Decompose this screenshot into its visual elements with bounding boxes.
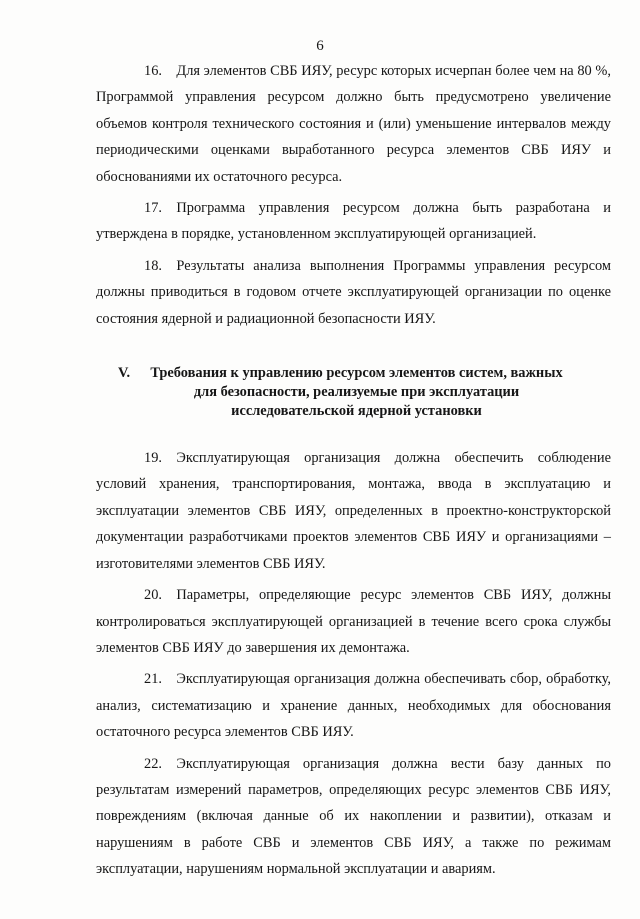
paragraph-18: 18. Результаты анализа выполнения Программы управления ресурсом должны приводиться в годовом отчете эксплуатирующей организации по оценке состояния ядерной и радиационной безопасности ИЯУ. (96, 257, 611, 327)
paragraph-17: 17. Программа управления ресурсом должна быть разработана и утверждена в порядке, установленном эксплуатирующей организацией. (96, 200, 611, 243)
paragraph-19: 19. Эксплуатирующая организация должна обеспечить соблюдение условий хранения, транспортирования, монтажа, ввода в эксплуатацию и эксплуатации элементов СВБ ИЯУ, определенных в проектно-конструкторской документации разработчиками проектов элементов СВБ ИЯУ и организациями – изготовителями элементов СВБ ИЯУ. (96, 450, 611, 572)
paragraph-21: 21. Эксплуатирующая организация должна обеспечивать сбор, обработку, анализ, систематизацию и хранение данных, необходимых для обоснования остаточного ресурса элементов СВБ ИЯУ. (96, 671, 611, 741)
page-number: 6 (316, 38, 324, 54)
section-title-line: Требования к управлению ресурсом элементов систем, важных (150, 365, 563, 382)
document-body (96, 58, 611, 883)
section-title (96, 364, 611, 421)
paragraph-16: 16. Для элементов СВБ ИЯУ, ресурс которых исчерпан более чем на 80 %, Программой управления ресурсом должно быть предусмотрено увеличение объемов контроля технического состояния и (или) уменьшение интервалов между периодическими оценками выработанного ресурса элементов СВБ ИЯУ и обоснованиями их остаточного ресурса. (96, 63, 611, 185)
section-title-line: для безопасности, реализуемые при эксплуатации (193, 384, 520, 401)
section-heading (96, 364, 611, 421)
paragraph-20: 20. Параметры, определяющие ресурс элементов СВБ ИЯУ, должны контролироваться эксплуатирующей организацией в течение всего срока службы элементов СВБ ИЯУ до завершения их демонтажа. (96, 587, 611, 656)
section-title-line: исследовательской ядерной установки (231, 403, 482, 420)
section-number: V. (118, 365, 131, 382)
paragraph-22: 22. Эксплуатирующая организация должна вести базу данных по результатам измерений параметров, определяющих ресурс элементов СВБ ИЯУ, повреждениям (включая данные об их накоплении и развитии), отказам и нарушениям в работе СВБ и элементов СВБ ИЯУ, а также по режимам эксплуатации, нарушениям нормальной эксплуатации и авариям. (96, 755, 611, 878)
